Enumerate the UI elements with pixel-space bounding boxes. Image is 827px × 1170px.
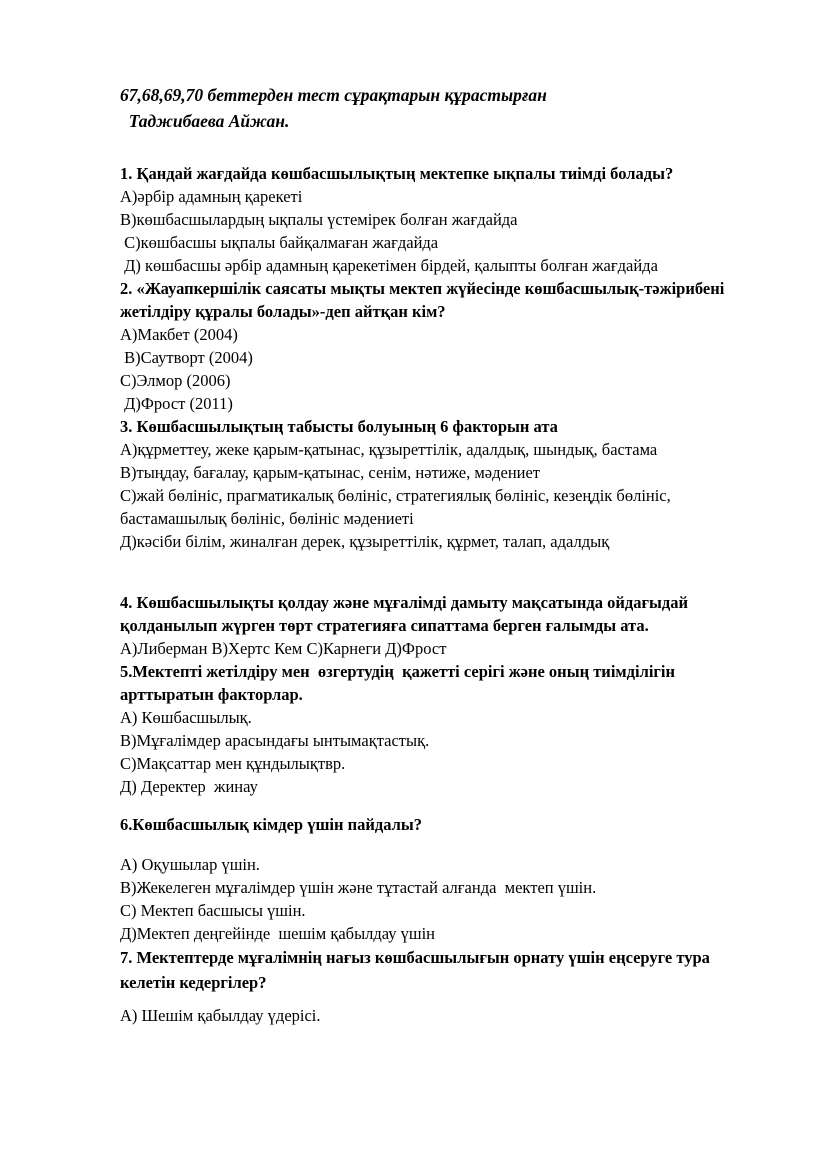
document-title: [120, 82, 759, 134]
title-line-1: 67,68,69,70 беттерден тест сұрақтарын құрастырған: [120, 85, 547, 105]
question-4: [120, 591, 759, 660]
question-5-option-b: В)Мұғалімдер арасындағы ынтымақтастық.: [120, 731, 430, 750]
question-5-option-d: Д) Деректер жинау: [120, 777, 258, 796]
question-1-option-b: В)көшбасшылардың ықпалы үстемірек болған жағдайда: [120, 210, 518, 229]
question-3-option-c: С)жай бөлініс, прагматикалық бөлініс, стратегиялық бөлініс, кезеңдік бөлініс, бастамашылық бөлініс, бөлініс мәдениеті: [120, 486, 675, 528]
question-3-option-b: В)тыңдау, бағалау, қарым-қатынас, сенім, нәтиже, мәдениет: [120, 463, 541, 482]
question-1-option-a: А)әрбір адамның қарекеті: [120, 187, 303, 206]
question-6-option-d: Д)Мектеп деңгейінде шешім қабылдау үшін: [120, 924, 436, 943]
question-3-option-d: Д)кәсіби білім, жиналған дерек, құзыреттілік, құрмет, талап, адалдық: [120, 532, 610, 551]
question-1: [120, 162, 759, 277]
question-4-options-row: А)Либерман В)Хертс Кем С)Карнеги Д)Фрост: [120, 639, 447, 658]
question-6-option-a: А) Оқушылар үшін.: [120, 855, 260, 874]
question-6: [120, 813, 759, 945]
question-2-option-b: В)Саутворт (2004): [120, 348, 253, 367]
question-5: [120, 660, 759, 798]
question-5-option-c: С)Мақсаттар мен құндылықтвр.: [120, 754, 346, 773]
question-2-option-c: С)Элмор (2006): [120, 371, 231, 390]
question-6-option-c: С) Мектеп басшысы үшін.: [120, 901, 306, 920]
title-line-2: Таджибаева Айжан.: [120, 111, 290, 131]
question-1-option-c: С)көшбасшы ықпалы байқалмаған жағдайда: [120, 233, 439, 252]
question-7-heading: 7. Мектептерде мұғалімнің нағыз көшбасшылығын орнату үшін еңсеруге тура келетін кедергілер?: [120, 948, 715, 992]
question-2-heading: 2. «Жауапкершілік саясаты мықты мектеп жүйесінде көшбасшылық-тәжірибені жетілдіру құралы болады»-деп айтқан кім?: [120, 279, 729, 321]
question-6-option-b: В)Жекелеген мұғалімдер үшін және тұтастай алғанда мектеп үшін.: [120, 878, 597, 897]
question-5-option-a: А) Көшбасшылық.: [120, 708, 252, 727]
question-4-heading: 4. Көшбасшылықты қолдау және мұғалімді дамыту мақсатында ойдағыдай қолданылып жүрген төрт стратегияға сипаттама берген ғалымды ата.: [120, 593, 693, 635]
question-6-heading: 6.Көшбасшылық кімдер үшін пайдалы?: [120, 815, 423, 834]
question-3-option-a: А)құрметтеу, жеке қарым-қатынас, құзыреттілік, адалдық, шындық, бастама: [120, 440, 658, 459]
question-7-option-a: А) Шешім қабылдау үдерісі.: [120, 1006, 321, 1025]
question-2: [120, 277, 759, 415]
question-2-option-a: А)Макбет (2004): [120, 325, 238, 344]
question-7: [120, 945, 759, 1027]
question-3-heading: 3. Көшбасшылықтың табысты болуының 6 факторын ата: [120, 417, 558, 436]
question-2-option-d: Д)Фрост (2011): [120, 394, 233, 413]
question-3: [120, 415, 759, 553]
question-1-heading: 1. Қандай жағдайда көшбасшылықтың мектепке ықпалы тиімді болады?: [120, 164, 674, 183]
question-1-option-d: Д) көшбасшы әрбір адамның қарекетімен бірдей, қалыпты болған жағдайда: [120, 256, 658, 275]
question-5-heading: 5.Мектепті жетілдіру мен өзгертудің қажетті серігі және оның тиімділігін арттыратын факторлар.: [120, 662, 684, 704]
